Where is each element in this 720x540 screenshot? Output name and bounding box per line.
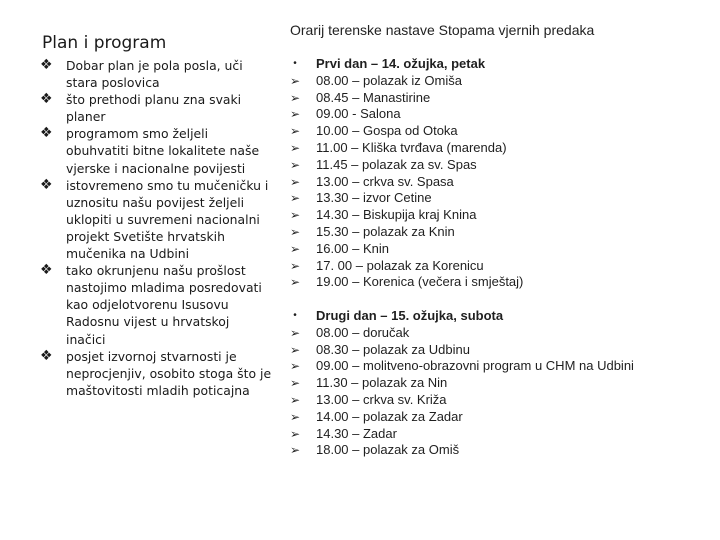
arrow-bullet-icon: ➢ (289, 392, 301, 407)
arrow-bullet-icon: ➢ (289, 325, 301, 340)
schedule-item: ➢ 09.00 - Salona (289, 106, 401, 122)
arrow-bullet-icon: ➢ (289, 426, 301, 441)
schedule-item: ➢ 17. 00 – polazak za Korenicu (289, 257, 484, 273)
schedule-item: ➢ 13.00 – crkva sv. Križa (289, 391, 447, 407)
schedule-item: ➢ 08.30 – polazak za Udbinu (289, 341, 470, 357)
schedule-item: ➢ 18.00 – polazak za Omiš (289, 442, 460, 458)
schedule-item: ➢ 11.30 – polazak za Nin (289, 375, 448, 391)
dot-bullet-icon: • (293, 310, 297, 321)
schedule-item: ➢ 14.30 – Biskupija kraj Knina (289, 207, 477, 223)
arrow-bullet-icon: ➢ (289, 157, 301, 172)
schedule-title: Orarij terenske nastave Stopama vjernih predaka (290, 22, 595, 38)
arrow-bullet-icon: ➢ (289, 73, 301, 88)
page-title: Plan i program (42, 33, 167, 53)
schedule-item: ➢ 08.00 – polazak iz Omiša (289, 72, 462, 88)
schedule-item: ➢ 10.00 – Gospa od Otoka (289, 123, 458, 139)
arrow-bullet-icon: ➢ (289, 208, 301, 223)
list-item: ❖ Dobar plan je pola posla, uči stara poslovica (40, 57, 243, 91)
diamond-bullet-icon: ❖ (40, 57, 53, 73)
arrow-bullet-icon: ➢ (289, 224, 301, 239)
schedule-item: ➢ 11.00 – Kliška tvrđava (marenda) (289, 139, 507, 155)
list-item: ❖ istovremeno smo tu mučeničku i uznositu našu povijest željeli uklopiti u suvremeni nacionalni projekt Svetište hrvatskih mučenika na Udbini (40, 176, 269, 262)
arrow-bullet-icon: ➢ (289, 241, 301, 256)
schedule-item: ➢ 08.00 – doručak (289, 324, 410, 340)
schedule-item: ➢ 09.00 – molitveno-obrazovni program u CHM na Udbini (289, 358, 634, 374)
arrow-bullet-icon: ➢ (289, 258, 301, 273)
schedule-item: ➢ 13.00 – crkva sv. Spasa (289, 173, 454, 189)
schedule-item: ➢ 08.45 – Manastirine (289, 89, 431, 105)
day1-heading: • Prvi dan – 14. ožujka, petak (288, 56, 716, 73)
schedule-item: ➢ 15.30 – polazak za Knin (289, 223, 455, 239)
diamond-bullet-icon: ❖ (40, 91, 53, 108)
dot-bullet-icon: • (293, 58, 297, 69)
arrow-bullet-icon: ➢ (289, 191, 301, 206)
arrow-bullet-icon: ➢ (289, 275, 301, 290)
diamond-bullet-icon: ❖ (40, 125, 53, 142)
arrow-bullet-icon: ➢ (289, 90, 301, 105)
diamond-bullet-icon: ❖ (40, 262, 53, 279)
arrow-bullet-icon: ➢ (289, 174, 301, 189)
arrow-bullet-icon: ➢ (289, 140, 301, 155)
arrow-bullet-icon: ➢ (289, 342, 301, 357)
schedule-item: ➢ 11.45 – polazak za sv. Spas (289, 156, 477, 172)
arrow-bullet-icon: ➢ (289, 124, 301, 139)
schedule-item: ➢ 19.00 – Korenica (večera i smještaj) (289, 274, 524, 290)
day2-schedule (288, 308, 716, 459)
schedule-item: ➢ 16.00 – Knin (289, 240, 390, 256)
arrow-bullet-icon: ➢ (289, 359, 301, 374)
plan-bullet-list (40, 57, 272, 399)
schedule-item: ➢ 13.30 – izvor Cetine (289, 190, 432, 206)
schedule-item: ➢ 14.30 – Zadar (289, 425, 397, 441)
arrow-bullet-icon: ➢ (289, 107, 301, 122)
day2-heading: • Drugi dan – 15. ožujka, subota (288, 308, 716, 325)
diamond-bullet-icon: ❖ (40, 347, 53, 364)
arrow-bullet-icon: ➢ (289, 376, 301, 391)
list-item: ❖ tako okrunjenu našu prošlost nastojimo mladima posredovati kao odjelotvorenu Isusovu Radosnu vijest u hrvatskoj inačici (40, 262, 262, 347)
list-item: ❖ posjet izvornoj stvarnosti je neprocjenjiv, osobito stoga što je maštovitosti mladih poticajna (40, 347, 272, 398)
arrow-bullet-icon: ➢ (289, 409, 301, 424)
diamond-bullet-icon: ❖ (40, 176, 53, 193)
list-item: ❖ programom smo željeli obuhvatiti bitne lokalitete naše vjerske i nacionalne povijesti (40, 125, 260, 176)
list-item: ❖ što prethodi planu zna svaki planer (40, 91, 242, 125)
day1-schedule (288, 56, 716, 291)
schedule-item: ➢ 14.00 – polazak za Zadar (289, 408, 463, 424)
arrow-bullet-icon: ➢ (289, 443, 301, 458)
